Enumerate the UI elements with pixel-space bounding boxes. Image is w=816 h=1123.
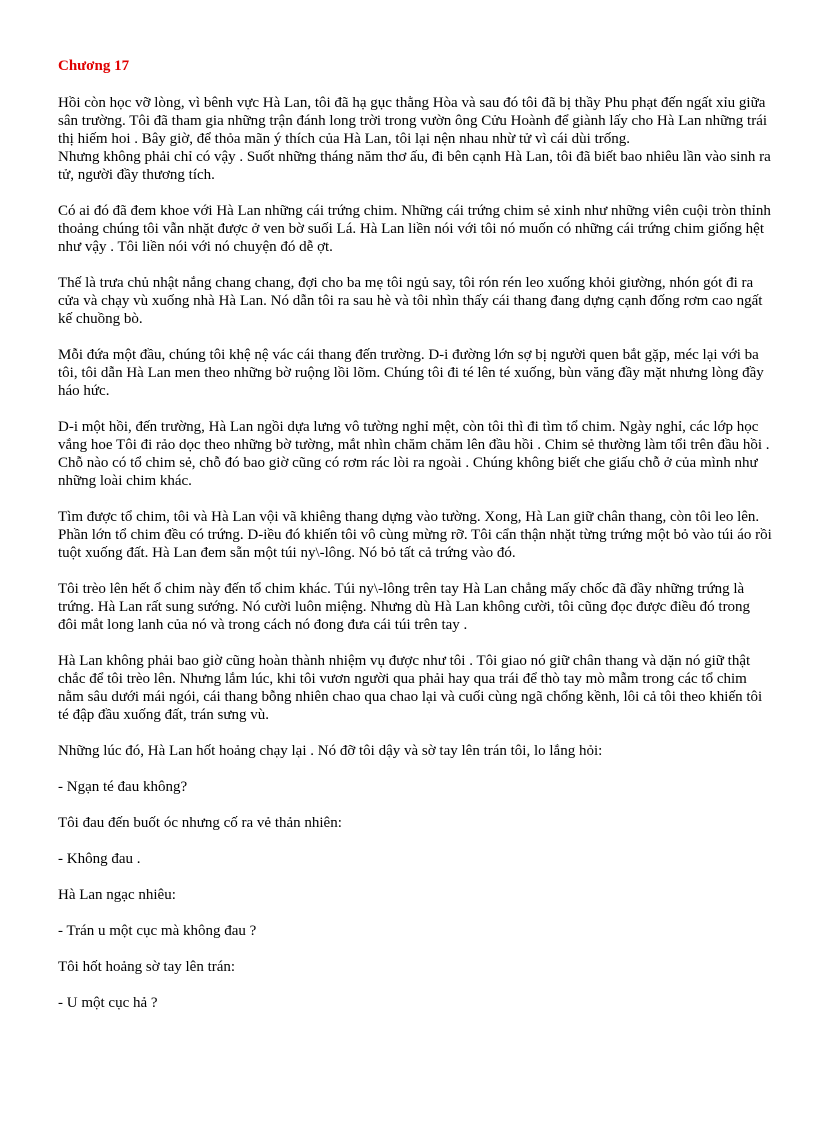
paragraph: Có ai đó đã đem khoe với Hà Lan những cái trứng chim. Những cái trứng chim sẻ xinh như những viên cuội tròn thỉnh thoảng chúng tôi vẫn nhặt được ở ven bờ suối Lá. Hà Lan liền nói với tôi nó muốn có những cái trứng chim giống hệt như vậy . Tôi liền nói với nó chuyện đó dễ ợt. (58, 203, 771, 255)
paragraph: Những lúc đó, Hà Lan hốt hoảng chạy lại . Nó đỡ tôi dậy và sờ tay lên trán tôi, lo lắng hỏi: (58, 743, 603, 759)
dialogue-line: - Ngạn té đau không? (58, 779, 188, 795)
paragraph: Tôi hốt hoảng sờ tay lên trán: (58, 959, 236, 975)
paragraph: Hà Lan không phải bao giờ cũng hoàn thành nhiệm vụ được như tôi . Tôi giao nó giữ chân thang và dặn nó giữ thật chắc để tôi trèo lên. Nhưng lắm lúc, khi tôi vươn người qua phải hay qua trái để thò tay mò mẫm trong các tổ chim nằm sâu dưới mái ngói, cái thang bỗng nhiên chao qua chao lại và cuối cùng ngã chổng kềnh, lôi cả tôi theo khiến tôi té đập đầu xuống đất, trán sưng vù. (58, 653, 763, 723)
dialogue-line: - Không đau . (58, 851, 141, 867)
dialogue-line: - U một cục hả ? (58, 995, 158, 1011)
paragraph: Tôi trèo lên hết ổ chim này đến tổ chim khác. Túi ny\-lông trên tay Hà Lan chẳng mấy chốc đã đầy những trứng là trứng. Hà Lan rất sung sướng. Nó cười luôn miệng. Nhưng dù Hà Lan không cười, tôi cũng đọc được điều đó trong đôi mắt long lanh của nó và trong cách nó đong đưa cái túi trên tay . (58, 581, 751, 633)
paragraph: Tôi đau đến buốt óc nhưng cố ra vẻ thản nhiên: (58, 815, 342, 831)
paragraph: Tìm được tổ chim, tôi và Hà Lan vội vã khiêng thang dựng vào tường. Xong, Hà Lan giữ chân thang, còn tôi leo lên. Phần lớn tổ chim đều có trứng. D-iều đó khiến tôi vô cùng mừng rỡ. Tôi cẩn thận nhặt từng trứng một bỏ vào túi áo rồi tuột xuống đất. Hà Lan đem sẵn một túi ny\-lông. Nó bỏ tất cả trứng vào đó. (58, 509, 772, 561)
paragraph: Thế là trưa chủ nhật nắng chang chang, đợi cho ba mẹ tôi ngủ say, tôi rón rén leo xuống khỏi giường, nhón gót đi ra cửa và chạy vù xuống nhà Hà Lan. Nó dẫn tôi ra sau hè và tôi nhìn thấy cái thang đang dựng cạnh đống rơm cao ngất kế chuồng bò. (58, 275, 763, 327)
paragraph: Hà Lan ngạc nhiêu: (58, 887, 176, 903)
paragraph: D-i một hồi, đến trường, Hà Lan ngồi dựa lưng vô tường nghỉ mệt, còn tôi thì đi tìm tổ chim. Ngày nghỉ, các lớp học vắng hoe Tôi đi rảo dọc theo những bờ tường, mắt nhìn chăm chăm lên đầu hồi . Chim sẻ thường làm tổi trên đầu hồi . Chỗ nào có tổ chim sẻ, chỗ đó bao giờ cũng có rơm rác lòi ra ngoài . Chúng không biết che giấu chỗ ở của mình như những loài chim khác. (58, 419, 770, 489)
chapter-title: Chương 17 (58, 58, 130, 74)
dialogue-line: - Trán u một cục mà không đau ? (58, 923, 257, 939)
paragraph: Nhưng không phải chỉ có vậy . Suốt những tháng năm thơ ấu, đi bên cạnh Hà Lan, tôi đã biết bao nhiêu lần vào sinh ra tử, người đầy thương tích. (58, 149, 771, 183)
paragraph: Mỗi đứa một đầu, chúng tôi khệ nệ vác cái thang đến trường. D-i đường lớn sợ bị người quen bắt gặp, méc lại với ba tôi, tôi dẫn Hà Lan men theo những bờ ruộng lồi lõm. Chúng tôi đi té lên té xuống, bùn văng đầy mặt nhưng lòng đầy háo hức. (58, 347, 764, 399)
document-page (58, 56, 772, 1030)
paragraph: Hồi còn học vỡ lòng, vì bênh vực Hà Lan, tôi đã hạ gục thằng Hòa và sau đó tôi đã bị thầy Phu phạt đến ngất xỉu giữa sân trường. Tôi đã tham gia những trận đánh long trời trong vườn ông Cửu Hoành để giành lấy cho Hà Lan những trái thị hiếm hoi . Bây giờ, để thỏa mãn ý thích của Hà Lan, tôi lại nện nhau nhừ tử vì cái dùi trống. (58, 95, 768, 147)
